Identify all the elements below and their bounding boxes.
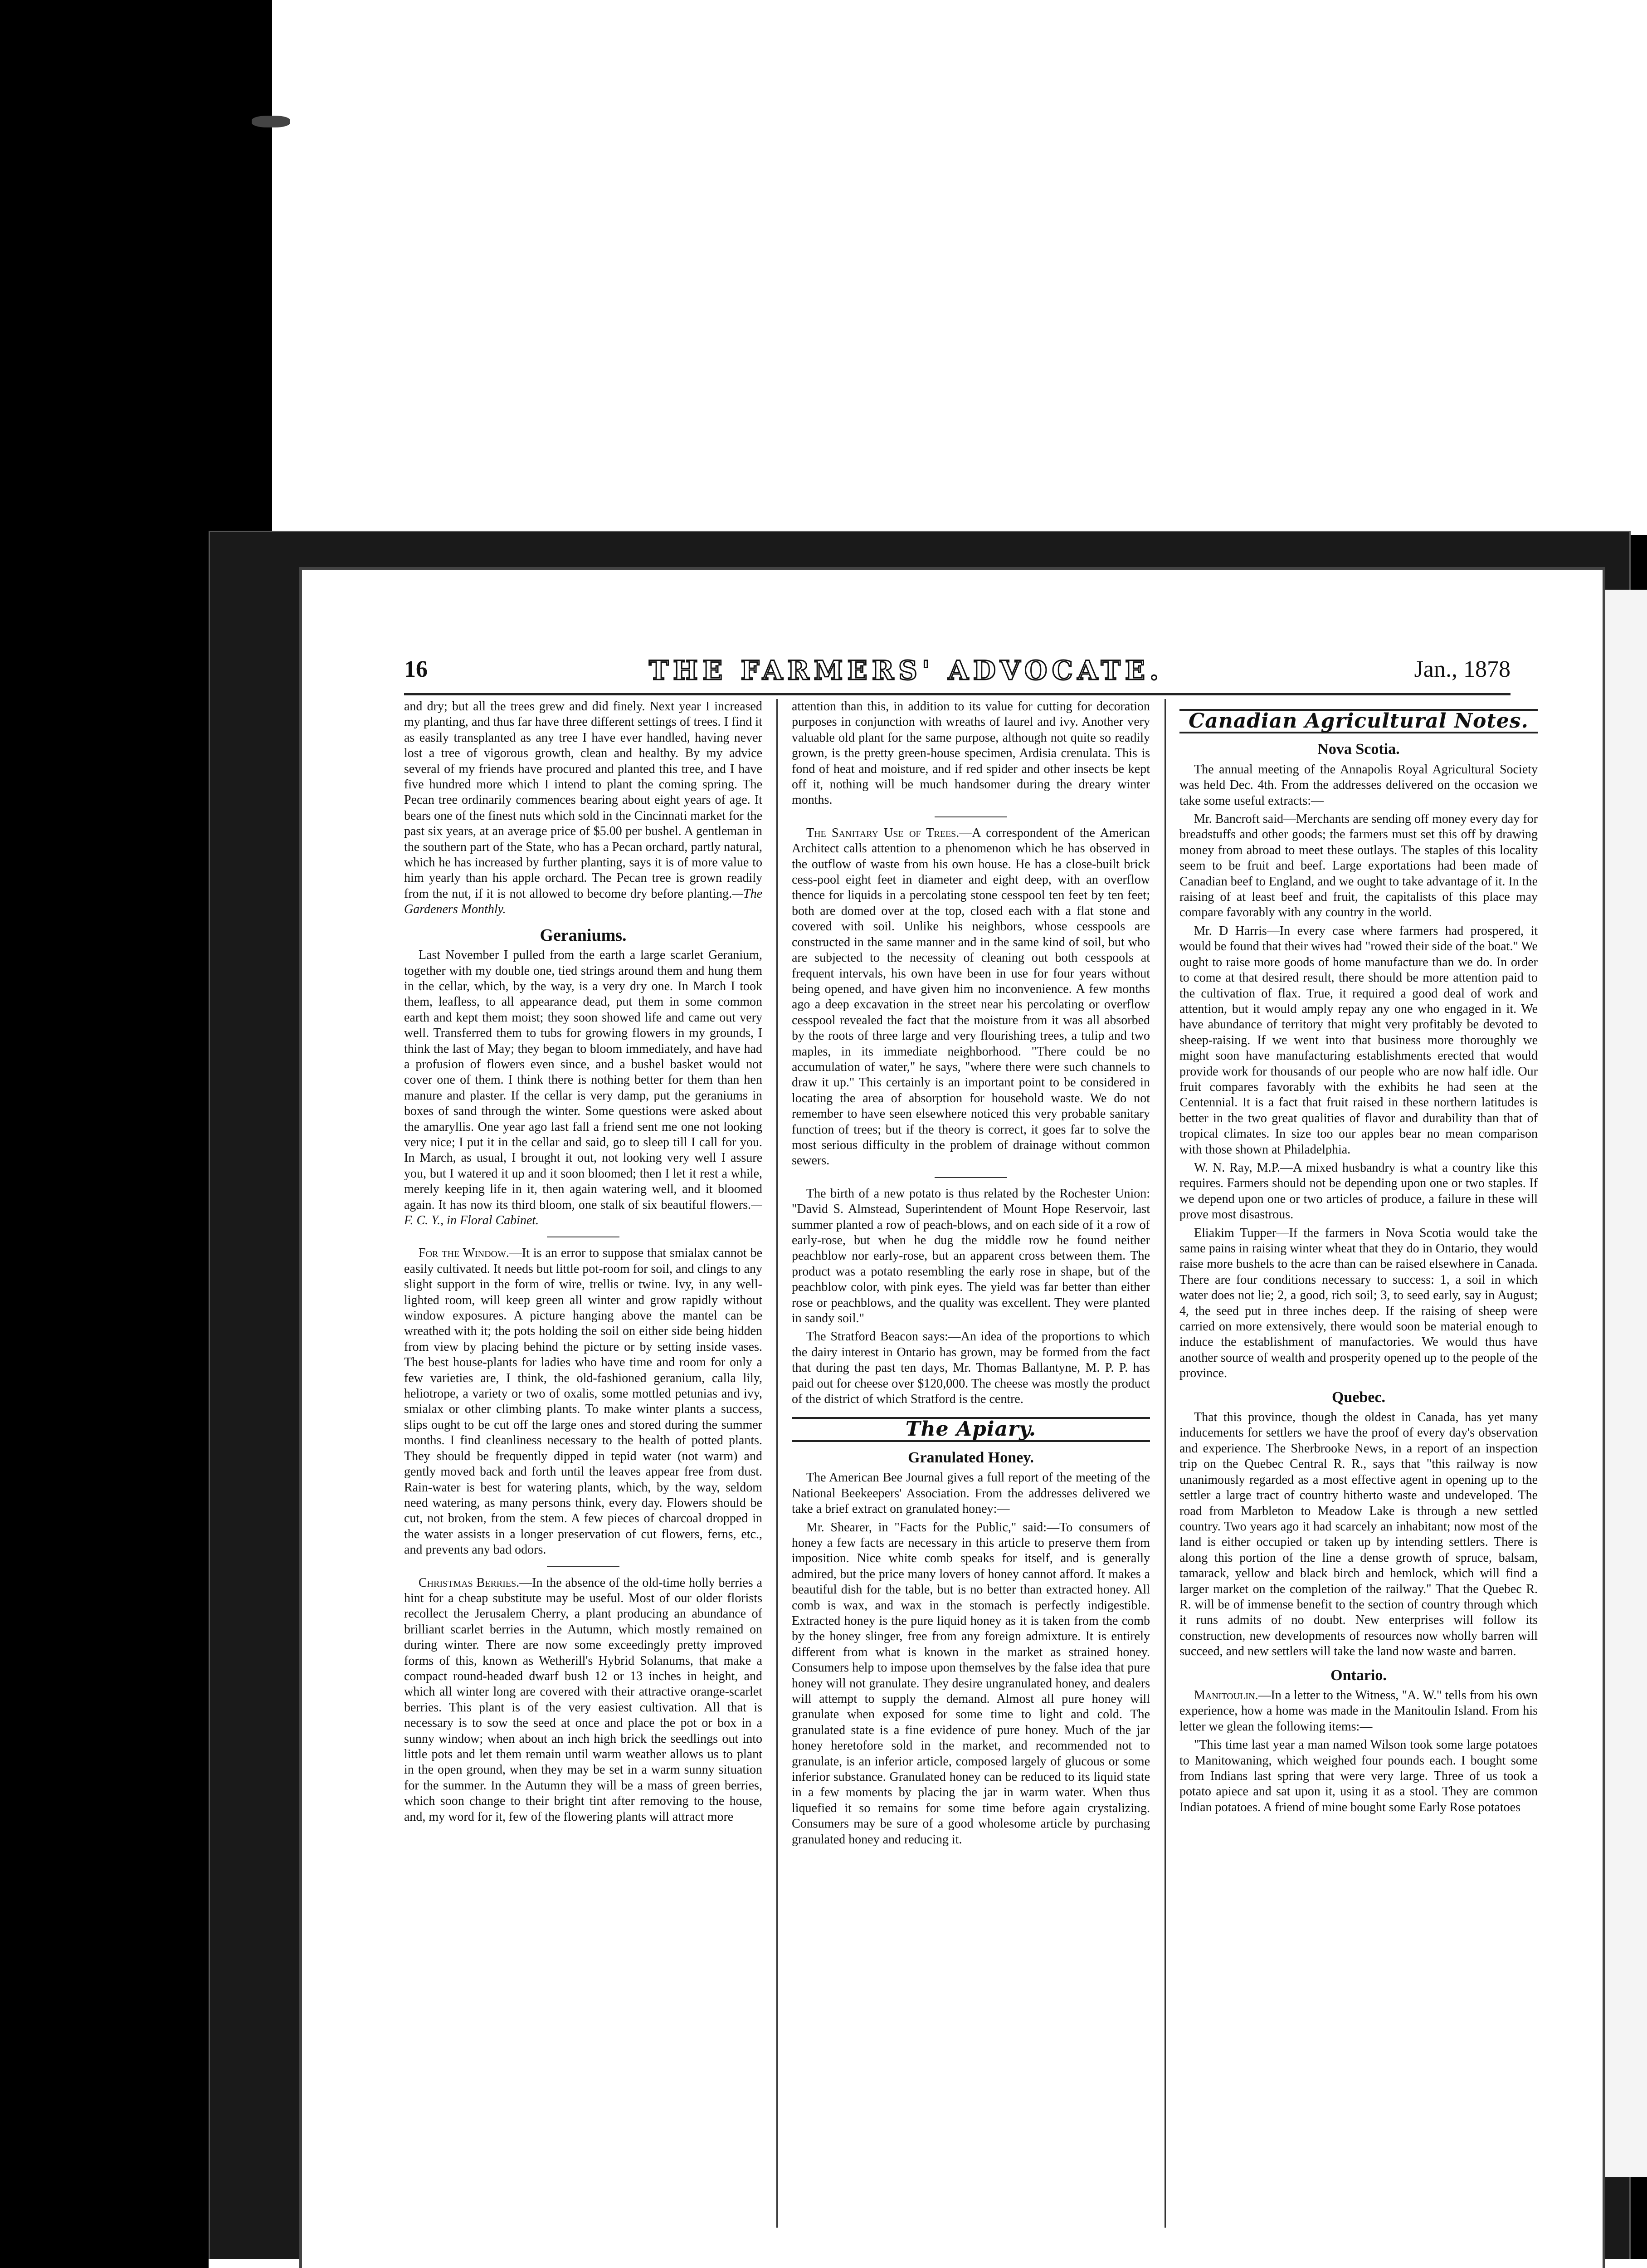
column-rule — [1165, 699, 1166, 2228]
header-rule — [404, 693, 1511, 695]
heading-apiary: The Apiary. — [792, 1417, 1150, 1442]
masthead: THE FARMERS' ADVOCATE. — [649, 655, 1164, 686]
heading-canadian-agricultural-notes: Canadian Agricultural Notes. — [1179, 709, 1538, 733]
divider — [935, 1177, 1007, 1178]
column-rule — [776, 699, 778, 2228]
ontario-intro — [1179, 1688, 1538, 1735]
divider — [547, 1566, 619, 1567]
divider — [935, 816, 1007, 817]
nova-tupper: Eliakim Tupper—If the farmers in Nova Scotia would take the same pains in raising winter wheat that they do in Ontario, they would raise more bushels to the acre than can be raised elsewhere in Canada. There are four conditions necessary to success: 1, a soil in which water does not lie; 2, a good, rich soil; 3, to seed early, say in August; 4, the seed put in three inches deep. If the raising of sheep were carried on more extensively, there would soon be material enough to induce the establishment of manufactories. We would thus have another source of wealth and prosperity opened up to the people of the province. — [1179, 1226, 1538, 1381]
ontario-letter: "This time last year a man named Wilson took some large potatoes to Manitowaning, which weighed four pounds each. I bought some from Indians last spring that were very large. Three of us took a potato apiece and sat upon it, using it as a stool. They are common Indian potatoes. A friend of mine bought some Early Rose potatoes — [1179, 1738, 1538, 1814]
stratford-article: The Stratford Beacon says:—An idea of the proportions to which the dairy interest in Ontario has grown, may be formed from the fact that during the past ten days, Mr. Thomas Ballantyne, M. P. P. has paid out for cheese over $120,000. The cheese was mostly the product of the district of which Stratford is the centre. — [792, 1330, 1150, 1407]
potato-article: The birth of a new potato is thus related by the Rochester Union: "David S. Almstead, Superintendent of Mount Hope Reservoir, last summer planted a row of peach-blows, and on each side of it a row of early-rose, but when he dug the middle row he found neither peachblow nor early-rose, but an apparent cross between them. The product was a potato resembling the early rose in shape, but of the peachblow color, with pink eyes. The yield was far better than either rose or peachblows, and the quality was excellent. They were planted in sandy soil." — [792, 1186, 1150, 1326]
christmas-article — [404, 1575, 762, 1825]
nova-bancroft: Mr. Bancroft said—Merchants are sending off money every day for breadstuffs and other goods; the farmers must set this off by drawing money from abroad to meet these outlays. The staples of this locality seem to be fruit and beef. Large exportations had been made of Canadian beef to England, and we ought to take advantage of it. In the raising of at least beef and fruit, the capitalists of this place may compare favorably with any country in the world. — [1179, 812, 1538, 920]
heading-geraniums: Geraniums. — [540, 925, 627, 945]
column-2 — [792, 699, 1150, 2228]
pecan-article — [404, 699, 762, 918]
christmas-text: —In the absence of the old-time holly berries a hint for a cheap substitute may be useful. Most of our older florists recollect the Jerusalem Cherry, a plant producing an abundance of brilliant scarlet berries in the Autumn, which mostly remained on during winter. There are now some exceedingly pretty improved forms of this, known as Wetherill's Hybrid Solanums, that make a compact round-headed dwarf bush 12 or 13 inches in height, and which all winter long are covered with their attractive orange-scarlet berries. This plant is of the very easiest cultivation. All that is necessary is to sow the seed at once and place the pot or box in a sunny window; when about an inch high brick the seedlings out into little pots and let them remain until warm weather allows us to plant in the open ground, when they may be set in a warm sunny situation for the summer. In the Autumn they will be a mass of green berries, which soon change to their bright tint after removing to the house, and, my word for it, few of the flowering plants will attract more — [404, 1575, 762, 1824]
ardisia-text: attention than this, in addition to its value for cutting for decoration purposes in conjunction with wreaths of laurel and ivy. Another very valuable old plant for the same purpose, although not quite so readily grown, is the pretty green-house specimen, Ardisia crenulata. This is fond of heat and moisture, and if red spider and other insects be kept off it, nothing will be much handsomer during the dreary winter months. — [792, 699, 1150, 807]
nova-harris: Mr. D Harris—In every case where farmers had prospered, it would be found that their wives had "rowed their side of the boat." We ought to raise more goods of home manufacture than we do. In order to come at that desired result, there should be more attention paid to the cultivation of flax. True, it required a good deal of work and attention, but it would amply repay any one who engaged in it. We have abundance of territory that might very profitably be devoted to sheep-raising. If we went into that business more thoroughly we might soon have manufacturing establishments erected that would provide work for thousands of our people who are now half idle. Our fruit compares favorably with the exhibits he had seen at the Centennial. It is a fact that fruit raised in these northern latitudes is better in the two great qualities of flavor and durability than that of tropical climates. In size too our apples bear no mean comparison with those shown at Philadelphia. — [1179, 924, 1538, 1157]
lead-in: Christmas Berries. — [419, 1575, 520, 1590]
page-header — [404, 651, 1511, 697]
pecan-text: and dry; but all the trees grew and did finely. Next year I increased my planting, and thus far have three different settings of trees. I find it as easily transplanted as any tree I have ever handled, having never lost a tree of vigorous growth, clean and healthy. By my advice several of my friends have procured and planted this tree, and I have five hundred more which I intend to plant the coming spring. The Pecan tree ordinarily commences bearing about eight years of age. It bears one of the finest nuts which sold in the Cincinnati market for the past six years, at an average price of $5.00 per bushel. A gentleman in the southern part of the State, who has a Pecan orchard, partly natural, which he has increased by further planting, says it is of more value to him yearly than his apple orchard. The Pecan tree is grown readily from the nut, if it is not allowed to become dry before planting. — [404, 699, 762, 901]
ontario-intro-text: —In a letter to the Witness, "A. W." tells from his own experience, how a home was made in the Manitoulin Island. From his letter we glean the following items:— — [1179, 1688, 1538, 1734]
column-3 — [1179, 699, 1538, 2228]
nova-intro: The annual meeting of the Annapolis Royal Agricultural Society was held Dec. 4th. From the addresses delivered on the occasion we take some useful extracts:— — [1179, 762, 1538, 808]
honey-intro: The American Bee Journal gives a full report of the meeting of the National Beekeepers' Association. From the addresses delivered we take a brief extract on granulated honey:— — [792, 1471, 1150, 1516]
honey-article: Mr. Shearer, in "Facts for the Public," said:—To consumers of honey a few facts are necessary in this article to preserve them from imposition. Nice white comb speaks for itself, and is generally admired, but the price many lovers of honey cannot afford. It makes a beautiful dish for the table, but is no better than extracted honey. All comb is wax, and wax in the stomach is perfectly indigestible. Extracted honey is the pure liquid honey as it is taken from the comb by the honey slinger, free from any foreign admixture. It is entirely different from what is known in the market as strained honey. Consumers help to impose upon themselves by the false idea that pure honey will not granulate. They desire ungranulated honey, and dealers will attempt to supply the demand. Almost all pure honey will granulate when exposed for some time to light and cold. The granulated state is a fine evidence of pure honey. Much of the jar honey heretofore sold in the market, and recommended not to granulate, is an inferior article, composed largely of glucous or some inferior substance. Granulated honey can be reduced to its liquid state in a few moments by placing the jar in warm water. When thus liquefied it so remains for some time before again crystalizing. Consumers may be sure of a good wholesome article by purchasing granulated honey and reducing it. — [792, 1520, 1150, 1847]
issue-date: Jan., 1878 — [1414, 656, 1511, 682]
lead-in: The Sanitary Use of Trees. — [806, 826, 960, 840]
citation: —F. C. Y., in Floral Cabinet. — [404, 1198, 762, 1227]
lead-in: For the Window. — [419, 1246, 509, 1261]
heading-ontario: Ontario. — [1330, 1667, 1387, 1684]
column-1 — [404, 699, 762, 2228]
geraniums-text: Last November I pulled from the earth a large scarlet Geranium, together with my double one, tied strings around them and hung them in the cellar, which, by the way, is a very dry one. In March I took them, leafless, to all appearance dead, put them in some common earth and kept them moist; they soon showed life and came out very well. Transferred them to tubs for growing flowers in my grounds, I think the last of May; they began to bloom immediately, and have had a profusion of flowers even since, and a bushel basket would not cover one of them. I think there is nothing better for them than hen manure and plaster. If the cellar is very damp, put the geraniums in boxes of sand through the winter. Some questions were asked about the amaryllis. One year ago last fall a friend sent me one not looking very nice; I put it in the cellar and said, go to sleep till I call for you. In March, as usual, I brought it out, not looking very well I assure you, but I watered it up and it soon bloomed; then I let it rest a while, merely keeping life in it, then again watering well, and it bloomed again. It has now its third bloom, one stalk of six beautiful flowers. — [404, 948, 762, 1212]
lead-in: Manitoulin. — [1194, 1688, 1258, 1702]
page-number: 16 — [404, 656, 428, 682]
window-text: —It is an error to suppose that smialax cannot be easily cultivated. It needs but little pot-room for soil, and clings to any slight support in the form of wire, trellis or twine. Ivy, in any well-lighted room, will keep green all winter and grow rapidly without window exposures. A picture hanging above the mantel can be wreathed with it; the pots holding the soil on either side being hidden from view by placing behind the picture or by setting inside vases. The best house-plants for ladies who have time and room for only a few varieties are, I think, the old-fashioned geranium, calla lily, heliotrope, a variety or two of oxalis, some mottled petunias and ivy, smialax or other climbing plants. To make winter plants a success, slips ought to be cut off the large ones and stored during the summer months. I find cleanliness necessary to the health of potted plants. They should be frequently dipped in tepid water (not warm) and gently moved back and forth until the leaves appear free from dust. Rain-water is best for watering plants, which, by the way, seldom need watering, as many persons think, every day. Flowers should be cut, not broken, from the stem. A few pieces of charcoal dropped in the water assists in a longer preservation of cut flowers, ferns, etc., and prevents any bad odors. — [404, 1246, 762, 1557]
heading-nova-scotia: Nova Scotia. — [1317, 741, 1400, 758]
nova-ray: W. N. Ray, M.P.—A mixed husbandry is what a country like this requires. Farmers should not be depending upon one or two staples. If we depend upon one or two articles of produce, a failure in these will prove most disastrous. — [1179, 1160, 1538, 1222]
heading-quebec: Quebec. — [1331, 1388, 1386, 1406]
upper-scan-area — [272, 0, 1647, 535]
sanitary-article — [792, 826, 1150, 1169]
sanitary-text: —A correspondent of the American Architect calls attention to a phenomenon which he has observed in the outflow of waste from his own house. He has a close-built brick cess-pool eight feet in diameter and eight deep, with an overflow thence for liquids in a percolating stone cesspool ten feet by ten feet; both are domed over at the top, closed each with a flat stone and covered with soil. Unlike his neighbors, whose cesspools are constructed in the same manner and in the same kind of soil, but who are subjected to the necessity of cleaning out both cesspools at frequent intervals, his own have been in use for four years without being opened, and have given him no inconvenience. A few months ago a deep excavation in the street near his percolating or overflow cesspool revealed the fact that the moisture from it was all absorbed by the roots of three large and very flourishing trees, a tulip and two maples, in its immediate neighborhood. "There could be no accumulation of water," he says, "where there were such channels to draw it up." This certainly is an important point to be considered in locating the area of absorption for household waste. We do not remember to have seen elsewhere noticed this very probable sanitary function of trees; but if the theory is correct, it goes far to solve the most serious difficulty in the problem of drainage without common sewers. — [792, 826, 1150, 1168]
scan-artifact — [252, 116, 290, 127]
window-article — [404, 1246, 762, 1558]
newspaper-page — [299, 567, 1605, 2268]
heading-granulated-honey: Granulated Honey. — [908, 1449, 1034, 1466]
geraniums-article — [404, 948, 762, 1228]
citation: —The Gardeners Monthly. — [404, 886, 762, 917]
quebec-article: That this province, though the oldest in Canada, has yet many inducements for settlers we have the proof of every day's observation and experience. The Sherbrooke News, in a report of an inspection trip on the Quebec Central R. R., says that "this railway is now unanimously regarded as a most effective agent in opening up to the settler a large tract of country hitherto waste and undeveloped. The road from Marbleton to Meadow Lake is through a new settled country. Two years ago it had scarcely an inhabitant; now most of the land is either occupied or taken up by intending settlers. There is along this portion of the line a dense growth of spruce, balsam, tamarack, yellow and black birch and hemlock, which will find a larger market on the completion of the railway." That the Quebec R. R. will be of immense benefit to the section of country through which it runs admits of no doubt. New enterprises will follow its construction, new developments of resources now wholly barren will succeed, and new settlers will take the land now waste and barren. — [1179, 1410, 1538, 1659]
